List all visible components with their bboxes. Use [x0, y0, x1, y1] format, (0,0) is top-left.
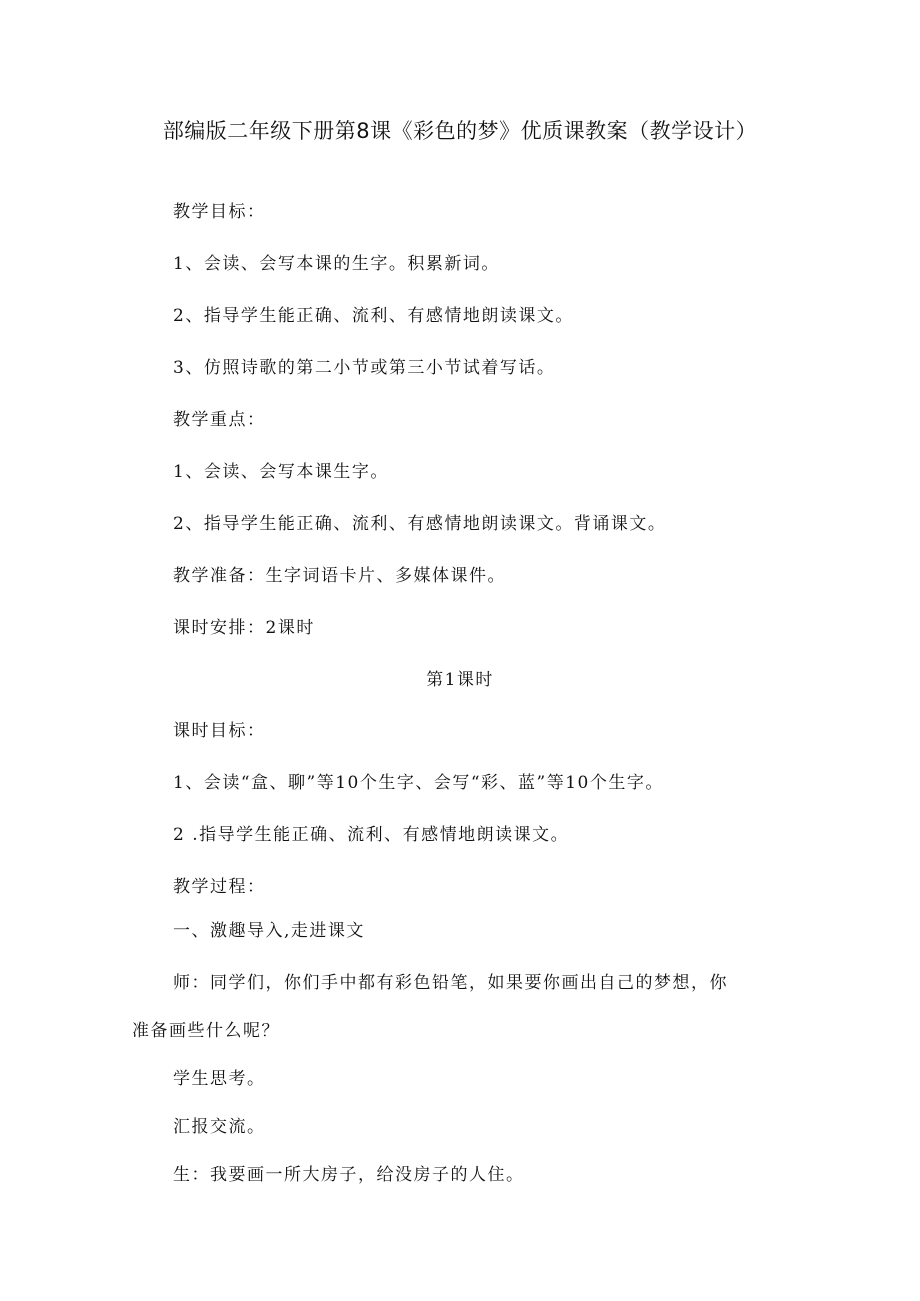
objective-item-1: 1、会读、会写本课的生字。积累新词。 [173, 254, 500, 274]
section-heading-process: 教学过程： [173, 877, 266, 897]
process-step-heading: 一、激趣导入,走进课文 [173, 921, 365, 941]
lesson-heading: 第1课时 [426, 670, 494, 690]
student-activity-line: 学生思考。 [173, 1069, 266, 1089]
section-heading-lesson-objectives: 课时目标： [173, 721, 266, 741]
teacher-line-part-1: 师：同学们，你们手中都有彩色铅笔，如果要你画出自己的梦想，你 [173, 973, 728, 993]
key-point-item-1: 1、会读、会写本课生字。 [173, 462, 389, 482]
objective-item-3: 3、仿照诗歌的第二小节或第三小节试着写话。 [173, 358, 556, 378]
objective-item-2: 2、指导学生能正确、流利、有感情地朗读课文。 [173, 306, 574, 326]
report-line: 汇报交流。 [173, 1117, 266, 1137]
lesson-objective-item-2: 2 .指导学生能正确、流利、有感情地朗读课文。 [173, 825, 570, 845]
lesson-objective-item-1: 1、会读“盒、聊”等10个生字、会写“彩、蓝”等10个生字。 [173, 773, 664, 793]
section-heading-key-points: 教学重点： [173, 410, 266, 430]
teacher-line-part-2: 准备画些什么呢？ [132, 1021, 280, 1041]
schedule-line: 课时安排：2课时 [173, 618, 315, 638]
document-title: 部编版二年级下册第8课《彩色的梦》优质课教案（教学设计） [162, 119, 758, 143]
key-point-item-2: 2、指导学生能正确、流利、有感情地朗读课文。背诵课文。 [173, 514, 667, 534]
preparation-line: 教学准备：生字词语卡片、多媒体课件。 [173, 566, 506, 586]
student-answer-line: 生：我要画一所大房子，给没房子的人住。 [173, 1165, 525, 1185]
section-heading-objectives: 教学目标： [173, 202, 266, 222]
